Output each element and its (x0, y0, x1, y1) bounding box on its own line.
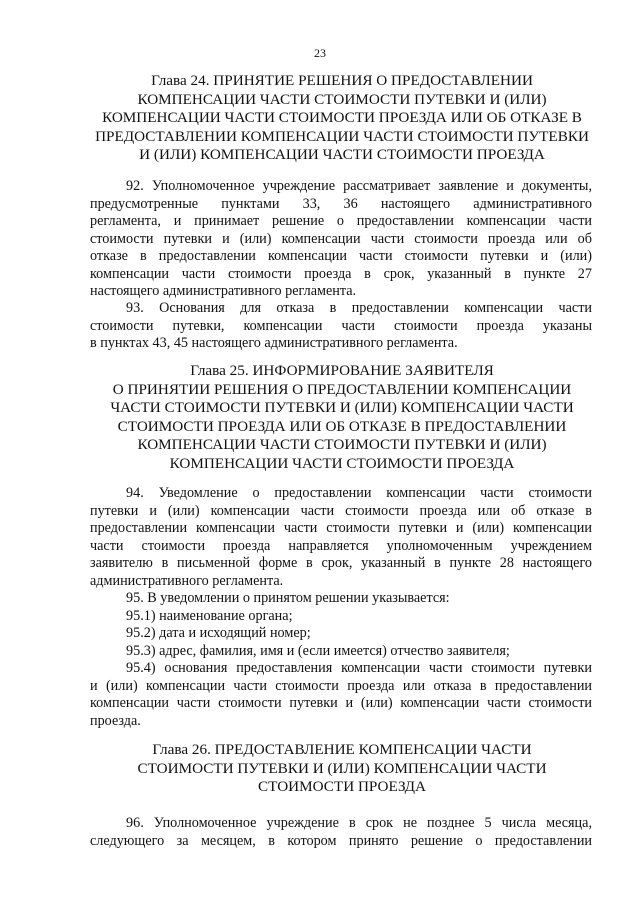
text-line: 96. Уполномоченное учреждение в срок не позднее 5 числа месяца, (126, 815, 592, 831)
text-line: 93. Основания для отказа в предоставлении компенсации части (126, 300, 592, 316)
page-number: 23 (314, 46, 326, 60)
paragraph-95 (90, 590, 592, 730)
text-line: в пунктах 43, 45 настоящего административного регламента. (90, 335, 458, 351)
text-line: административного регламента. (90, 572, 284, 589)
text-line: 95. В уведомлении о принятом решении указывается: (126, 590, 450, 606)
text-line: стоимости путевки и (или) компенсации части стоимости проезда или об (90, 230, 592, 247)
heading-line: Глава 24. ПРИНЯТИЕ РЕШЕНИЯ О ПРЕДОСТАВЛЕНИИ (151, 72, 533, 89)
heading-line: КОМПЕНСАЦИИ ЧАСТИ СТОИМОСТИ ПУТЕВКИ И (ИЛИ) (137, 436, 547, 453)
heading-line: КОМПЕНСАЦИИ ЧАСТИ СТОИМОСТИ ПРОЕЗДА (169, 454, 515, 472)
text-line: настоящего административного регламента. (90, 283, 357, 299)
text-line: следующего за месяцем, в котором принято решение о предоставлении (90, 832, 592, 849)
paragraph-94 (90, 485, 592, 590)
heading-line: СТОИМОСТИ ПУТЕВКИ И (ИЛИ) КОМПЕНСАЦИИ ЧАСТИ (137, 759, 547, 777)
heading-line: КОМПЕНСАЦИИ ЧАСТИ СТОИМОСТИ ПУТЕВКИ И (ИЛИ) (137, 90, 547, 108)
chapter-25-heading (88, 362, 596, 473)
text-line: и (или) компенсации части стоимости проезда или отказа в предоставлении (90, 677, 592, 694)
heading-line: ПРЕДОСТАВЛЕНИИ КОМПЕНСАЦИИ ЧАСТИ СТОИМОСТИ ПУТЕВКИ (95, 127, 589, 145)
heading-line: СТОИМОСТИ ПРОЕЗДА (257, 778, 426, 795)
text-line: предусмотренные пунктами 33, 36 настоящего административного (90, 195, 592, 212)
heading-line: О ПРИНЯТИИ РЕШЕНИЯ О ПРЕДОСТАВЛЕНИИ КОМПЕНСАЦИИ (112, 380, 572, 398)
text-line: компенсации части стоимости проезда в срок, указанный в пункте 27 (90, 265, 592, 282)
paragraph-92 (90, 178, 592, 301)
text-line: отказе в предоставлении компенсации части стоимости путевки и (или) (90, 248, 592, 264)
text-line: предоставлении компенсации части стоимости путевки и (или) компенсации (90, 520, 592, 536)
heading-line: Глава 25. ИНФОРМИРОВАНИЕ ЗАЯВИТЕЛЯ (190, 362, 494, 379)
text-line: 94. Уведомление о предоставлении компенсации части стоимости (126, 485, 592, 501)
chapter-26-heading (88, 741, 596, 797)
text-line: компенсации части стоимости путевки и (или) компенсации части стоимости (90, 695, 592, 711)
list-item: 95.1) наименование органа; (126, 607, 293, 624)
text-line: проезда. (90, 712, 141, 729)
heading-line: Глава 26. ПРЕДОСТАВЛЕНИЕ КОМПЕНСАЦИИ ЧАСТИ (152, 741, 532, 758)
paragraph-96 (90, 815, 592, 850)
heading-line: СТОИМОСТИ ПРОЕЗДА ИЛИ ОБ ОТКАЗЕ В ПРЕДОСТАВЛЕНИИ (117, 417, 567, 435)
chapter-24-heading (88, 72, 596, 165)
text-line: части стоимости проезда направляется уполномоченным учреждением (90, 537, 592, 554)
list-item: 95.2) дата и исходящий номер; (126, 625, 311, 641)
text-line: стоимости путевки, компенсации части стоимости проезда указаны (90, 317, 592, 334)
heading-line: КОМПЕНСАЦИИ ЧАСТИ СТОИМОСТИ ПРОЕЗДА ИЛИ ОБ ОТКАЗЕ В (102, 109, 582, 126)
heading-line: ЧАСТИ СТОИМОСТИ ПУТЕВКИ И (ИЛИ) КОМПЕНСАЦИИ ЧАСТИ (110, 399, 574, 416)
list-item: 95.3) адрес, фамилия, имя и (если имеется) отчество заявителя; (126, 642, 510, 659)
text-line: регламента, и принимает решение о предоставлении компенсации части (90, 213, 592, 229)
heading-line: И (ИЛИ) КОМПЕНСАЦИИ ЧАСТИ СТОИМОСТИ ПРОЕЗДА (139, 146, 545, 163)
text-line: путевки и (или) компенсации части стоимости проезда или об отказе в (90, 502, 592, 519)
paragraph-93 (90, 300, 592, 353)
text-line: 92. Уполномоченное учреждение рассматривает заявление и документы, (126, 178, 592, 194)
list-item: 95.4) основания предоставления компенсации части стоимости путевки (126, 660, 592, 676)
text-line: заявителю в письменной форме в срок, указанный в пункте 28 настоящего (90, 555, 592, 571)
